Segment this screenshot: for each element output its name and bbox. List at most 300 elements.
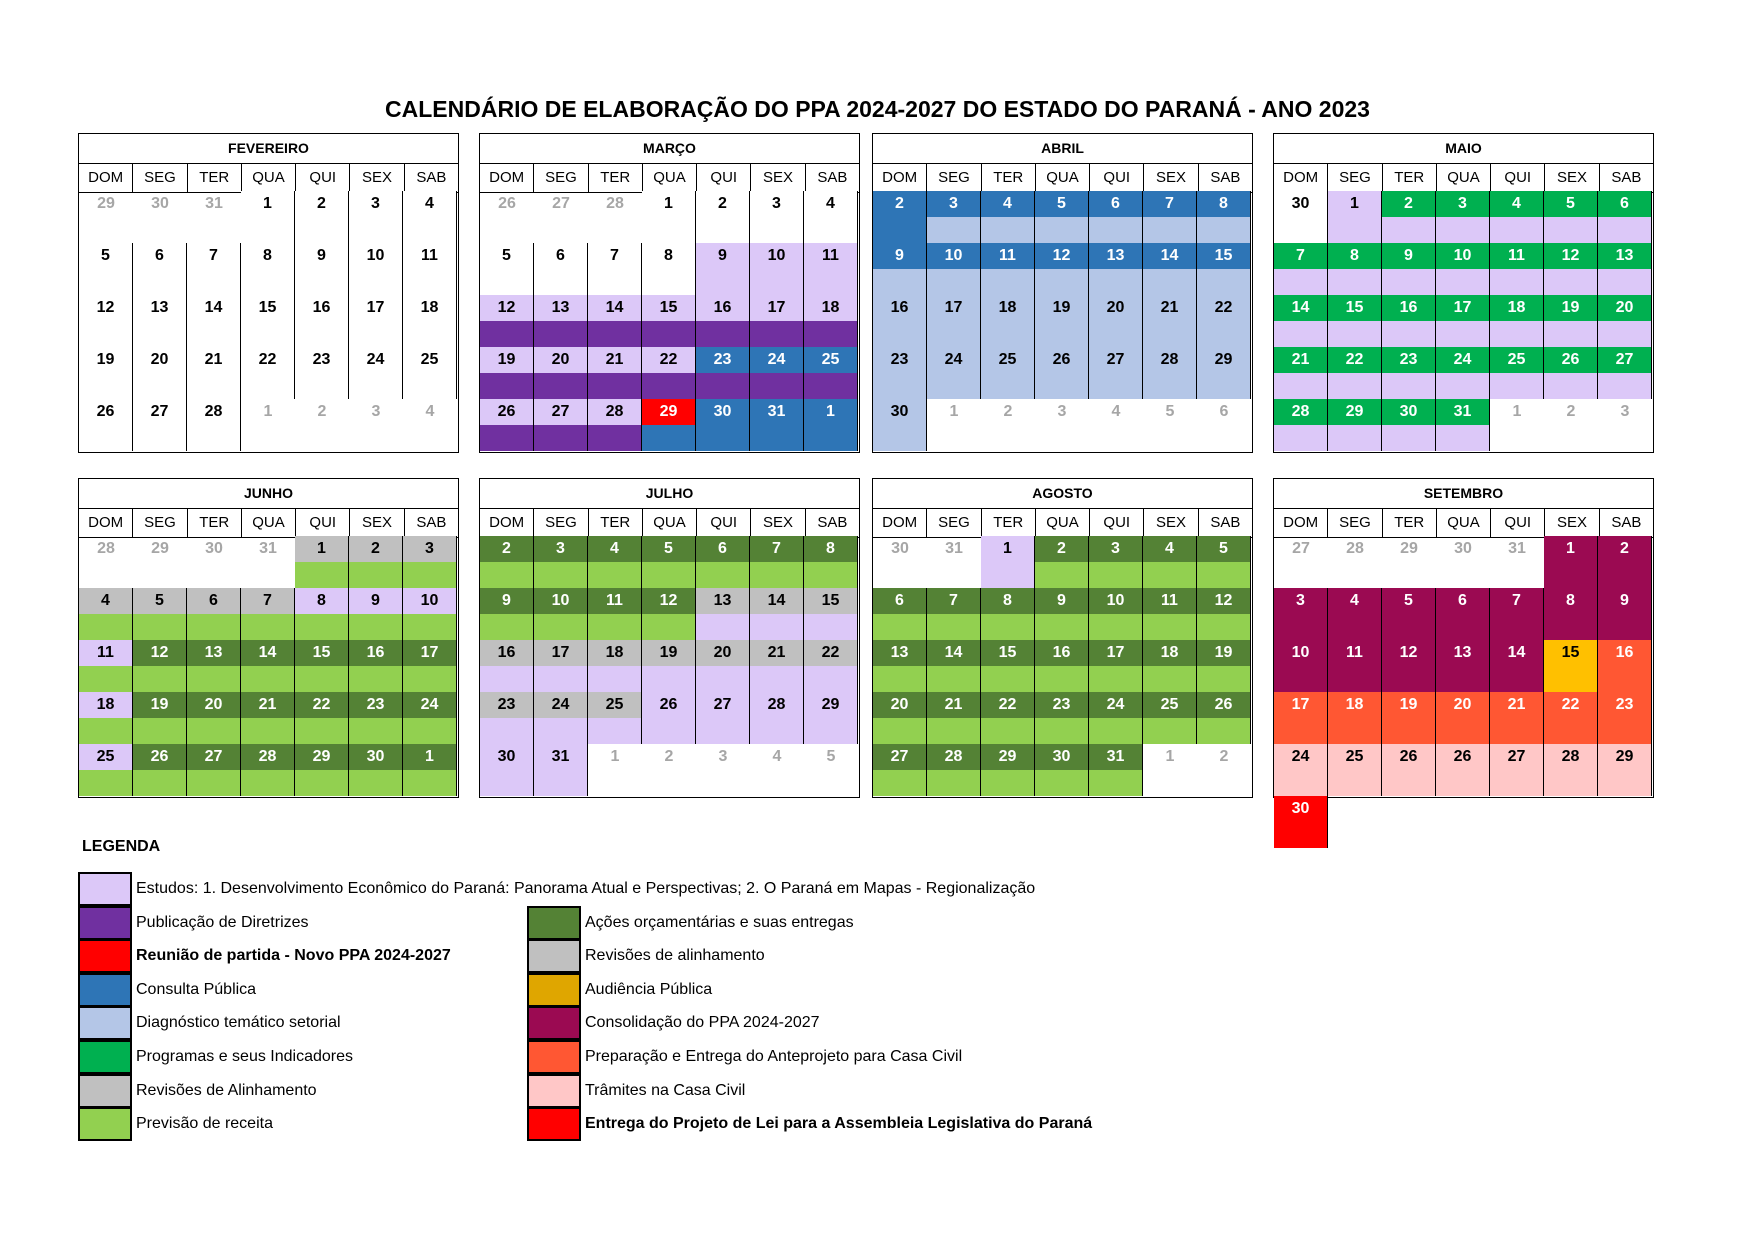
day-activity-band bbox=[804, 217, 857, 243]
day-cell bbox=[873, 295, 927, 347]
day-activity-band bbox=[133, 269, 186, 295]
day-activity-band bbox=[981, 666, 1034, 692]
day-activity-band bbox=[1598, 373, 1651, 399]
day-cell bbox=[696, 399, 750, 451]
day-activity-band bbox=[873, 718, 926, 744]
day-cell bbox=[696, 744, 750, 796]
day-cell bbox=[873, 243, 927, 295]
day-cell bbox=[480, 295, 534, 347]
day-activity-band bbox=[133, 321, 186, 347]
day-activity-band bbox=[349, 562, 402, 588]
day-cell bbox=[79, 243, 133, 295]
day-number: 6 bbox=[1436, 588, 1489, 614]
day-activity-band bbox=[1328, 425, 1381, 451]
legend-label: Programas e seus Indicadores bbox=[136, 1048, 353, 1065]
day-activity-band bbox=[1490, 666, 1543, 692]
day-number: 24 bbox=[1274, 744, 1327, 770]
legend-label: Publicação de Diretrizes bbox=[136, 913, 309, 931]
day-cell bbox=[187, 640, 241, 692]
day-cell bbox=[1143, 347, 1197, 399]
day-cell bbox=[804, 536, 858, 588]
day-activity-band bbox=[1328, 269, 1381, 295]
day-number: 7 bbox=[241, 588, 294, 614]
legend-swatch bbox=[527, 973, 581, 1007]
day-number: 23 bbox=[295, 347, 348, 373]
day-cell bbox=[804, 399, 858, 451]
day-cell bbox=[1598, 588, 1652, 640]
day-activity-band bbox=[981, 614, 1034, 640]
day-cell bbox=[1436, 347, 1490, 399]
day-activity-band bbox=[1382, 373, 1435, 399]
day-cell bbox=[642, 692, 696, 744]
legend-label: Diagnóstico temático setorial bbox=[136, 1014, 341, 1032]
day-number: 19 bbox=[79, 347, 132, 373]
day-cell bbox=[480, 588, 534, 640]
day-cell bbox=[295, 399, 349, 451]
day-cell bbox=[403, 347, 457, 399]
day-number: 25 bbox=[79, 744, 132, 770]
day-number: 10 bbox=[349, 243, 402, 269]
day-number: 2 bbox=[664, 748, 674, 765]
day-activity-band bbox=[927, 269, 980, 295]
day-number: 27 bbox=[534, 399, 587, 425]
day-cell bbox=[1328, 692, 1382, 744]
month-name: ABRIL bbox=[873, 134, 1252, 164]
day-activity-band bbox=[1328, 321, 1381, 347]
day-number: 25 bbox=[403, 347, 456, 373]
day-number: 17 bbox=[1089, 640, 1142, 666]
day-cell bbox=[642, 347, 696, 399]
day-number: 31 bbox=[1089, 744, 1142, 770]
day-cell bbox=[642, 243, 696, 295]
weekday-label: TER bbox=[982, 164, 1036, 192]
day-number: 20 bbox=[133, 347, 186, 373]
day-activity-band bbox=[588, 770, 642, 796]
day-activity-band bbox=[1143, 425, 1197, 451]
day-number: 12 bbox=[79, 295, 132, 321]
day-number: 30 bbox=[696, 399, 749, 425]
day-cell bbox=[133, 692, 187, 744]
day-number: 2 bbox=[696, 191, 749, 217]
day-activity-band bbox=[873, 614, 926, 640]
day-number: 16 bbox=[349, 640, 402, 666]
legend-label: Reunião de partida - Novo PPA 2024-2027 bbox=[136, 947, 451, 965]
day-cell bbox=[1089, 640, 1143, 692]
day-number: 11 bbox=[403, 243, 456, 269]
day-number: 5 bbox=[642, 536, 695, 562]
day-number: 31 bbox=[205, 195, 223, 212]
day-activity-band bbox=[1598, 718, 1651, 744]
day-cell bbox=[696, 692, 750, 744]
weekday-label: SEG bbox=[534, 164, 588, 192]
day-activity-band bbox=[534, 321, 587, 347]
day-cell bbox=[981, 191, 1035, 243]
day-activity-band bbox=[534, 718, 587, 744]
legend-label: Estudos: 1. Desenvolvimento Econômico do Paraná: Panorama Atual e Perspectivas; 2. O Paraná em Mapas - Regionalização bbox=[136, 880, 1036, 897]
weekday-label: DOM bbox=[873, 509, 927, 537]
day-cell bbox=[927, 744, 981, 796]
weekday-label: SEG bbox=[1328, 509, 1382, 537]
day-cell bbox=[187, 243, 241, 295]
day-number: 13 bbox=[873, 640, 926, 666]
day-number: 12 bbox=[480, 295, 533, 321]
day-number: 10 bbox=[1274, 640, 1327, 666]
day-activity-band bbox=[1490, 321, 1543, 347]
day-cell bbox=[403, 640, 457, 692]
day-activity-band bbox=[642, 718, 695, 744]
day-number: 18 bbox=[79, 692, 132, 718]
weekday-label: SEX bbox=[1545, 164, 1599, 192]
day-number: 8 bbox=[642, 243, 695, 269]
day-cell bbox=[187, 536, 241, 588]
day-number: 21 bbox=[588, 347, 641, 373]
day-activity-band bbox=[241, 425, 295, 451]
weekday-label: QUI bbox=[1491, 164, 1545, 192]
day-number: 20 bbox=[534, 347, 587, 373]
day-number: 17 bbox=[927, 295, 980, 321]
day-activity-band bbox=[1089, 373, 1142, 399]
day-activity-band bbox=[750, 562, 803, 588]
day-cell bbox=[403, 243, 457, 295]
day-activity-band bbox=[1089, 562, 1142, 588]
weekday-label: TER bbox=[188, 164, 242, 192]
day-number: 3 bbox=[718, 748, 728, 765]
day-activity-band bbox=[1436, 217, 1489, 243]
day-activity-band bbox=[927, 373, 980, 399]
day-cell bbox=[133, 295, 187, 347]
day-number: 24 bbox=[349, 347, 402, 373]
day-activity-band bbox=[1544, 373, 1597, 399]
day-number: 19 bbox=[1382, 692, 1435, 718]
weekday-label: SAB bbox=[1210, 169, 1241, 186]
page-title: CALENDÁRIO DE ELABORAÇÃO DO PPA 2024-2027 DO ESTADO DO PARANÁ - ANO 2023 bbox=[385, 96, 1370, 122]
day-number: 23 bbox=[1035, 692, 1088, 718]
day-cell bbox=[1544, 692, 1598, 744]
day-number: 8 bbox=[241, 243, 294, 269]
legend-label: Trâmites na Casa Civil bbox=[585, 1081, 746, 1099]
day-activity-band bbox=[588, 321, 641, 347]
day-number: 30 bbox=[151, 195, 169, 212]
weekday-header bbox=[873, 164, 1252, 193]
day-cell bbox=[588, 295, 642, 347]
day-cell bbox=[1490, 640, 1544, 692]
legend-swatch bbox=[78, 1074, 132, 1108]
day-cell bbox=[873, 399, 927, 451]
day-cell bbox=[534, 744, 588, 796]
day-number: 11 bbox=[79, 640, 132, 666]
day-number: 29 bbox=[151, 540, 169, 557]
day-activity-band bbox=[1490, 425, 1544, 451]
day-cell bbox=[534, 588, 588, 640]
day-activity-band bbox=[403, 718, 456, 744]
day-number: 25 bbox=[804, 347, 857, 373]
day-activity-band bbox=[1143, 666, 1196, 692]
day-number: 10 bbox=[1089, 588, 1142, 614]
day-cell bbox=[696, 588, 750, 640]
day-activity-band bbox=[349, 425, 403, 451]
day-number: 26 bbox=[480, 399, 533, 425]
day-cell bbox=[696, 191, 750, 243]
day-activity-band bbox=[133, 666, 186, 692]
day-activity-band bbox=[295, 614, 348, 640]
day-number: 1 bbox=[1512, 403, 1522, 420]
day-activity-band bbox=[642, 321, 695, 347]
day-activity-band bbox=[696, 425, 749, 451]
day-cell bbox=[79, 191, 133, 243]
day-activity-band bbox=[1197, 425, 1251, 451]
day-number: 31 bbox=[750, 399, 803, 425]
day-number: 12 bbox=[1382, 640, 1435, 666]
day-number: 6 bbox=[696, 536, 749, 562]
day-activity-band bbox=[1197, 562, 1250, 588]
day-number: 27 bbox=[1490, 744, 1543, 770]
day-activity-band bbox=[1197, 321, 1250, 347]
day-activity-band bbox=[1328, 562, 1382, 588]
day-cell bbox=[873, 744, 927, 796]
weekday-header bbox=[480, 164, 859, 193]
weekday-label: SEX bbox=[350, 164, 404, 192]
day-cell bbox=[133, 243, 187, 295]
day-cell bbox=[1035, 640, 1089, 692]
day-activity-band bbox=[1274, 562, 1328, 588]
day-number: 18 bbox=[804, 295, 857, 321]
day-activity-band bbox=[804, 425, 857, 451]
day-cell bbox=[1197, 588, 1251, 640]
day-number: 15 bbox=[1328, 295, 1381, 321]
day-number: 11 bbox=[588, 588, 641, 614]
weekday-label: SEG bbox=[1328, 164, 1382, 192]
day-number: 29 bbox=[295, 744, 348, 770]
day-number: 13 bbox=[133, 295, 186, 321]
day-number: 27 bbox=[873, 744, 926, 770]
day-cell bbox=[403, 744, 457, 796]
day-cell bbox=[534, 295, 588, 347]
weekday-label: SEG bbox=[927, 164, 981, 192]
day-number: 18 bbox=[1143, 640, 1196, 666]
day-cell bbox=[295, 243, 349, 295]
day-activity-band bbox=[187, 718, 240, 744]
day-number: 22 bbox=[295, 692, 348, 718]
day-cell bbox=[187, 191, 241, 243]
day-activity-band bbox=[79, 614, 132, 640]
day-number: 28 bbox=[588, 399, 641, 425]
day-number: 16 bbox=[873, 295, 926, 321]
day-activity-band bbox=[1089, 269, 1142, 295]
weekday-label: TER bbox=[1383, 509, 1437, 537]
day-number: 2 bbox=[349, 536, 402, 562]
day-cell bbox=[1035, 191, 1089, 243]
legend-swatch bbox=[527, 1107, 581, 1141]
legend-label: Audiência Pública bbox=[585, 980, 713, 998]
day-activity-band bbox=[1035, 770, 1088, 796]
day-cell bbox=[1089, 243, 1143, 295]
day-number: 6 bbox=[534, 243, 587, 269]
day-cell bbox=[1544, 744, 1598, 796]
day-cell bbox=[295, 744, 349, 796]
day-number: 16 bbox=[1382, 295, 1435, 321]
day-cell bbox=[750, 640, 804, 692]
day-cell bbox=[1382, 243, 1436, 295]
day-activity-band bbox=[1089, 425, 1143, 451]
day-number: 3 bbox=[1089, 536, 1142, 562]
day-number: 7 bbox=[1274, 243, 1327, 269]
day-activity-band bbox=[804, 614, 857, 640]
day-cell bbox=[1328, 536, 1382, 588]
day-number: 20 bbox=[696, 640, 749, 666]
day-cell bbox=[1436, 744, 1490, 796]
day-cell bbox=[1274, 536, 1328, 588]
day-number: 25 bbox=[1143, 692, 1196, 718]
day-cell bbox=[349, 191, 403, 243]
day-activity-band bbox=[1143, 770, 1197, 796]
legend-swatch bbox=[78, 1006, 132, 1040]
weekday-label: QUA bbox=[242, 164, 296, 192]
day-cell bbox=[750, 191, 804, 243]
day-cell bbox=[981, 399, 1035, 451]
weekday-label: SAB bbox=[817, 169, 848, 186]
month-maio bbox=[1273, 133, 1654, 453]
day-activity-band bbox=[1598, 217, 1651, 243]
day-number: 15 bbox=[1197, 243, 1250, 269]
day-activity-band bbox=[1328, 373, 1381, 399]
day-activity-band bbox=[750, 321, 803, 347]
day-cell bbox=[79, 536, 133, 588]
day-cell bbox=[1490, 191, 1544, 243]
day-cell bbox=[1490, 692, 1544, 744]
day-cell bbox=[1436, 191, 1490, 243]
day-number: 23 bbox=[1382, 347, 1435, 373]
day-cell bbox=[1490, 399, 1544, 451]
month-name: AGOSTO bbox=[873, 479, 1252, 509]
day-cell bbox=[981, 640, 1035, 692]
day-cell bbox=[750, 536, 804, 588]
day-activity-band bbox=[133, 425, 186, 451]
weekday-label: SEX bbox=[1144, 164, 1198, 192]
day-cell bbox=[804, 640, 858, 692]
day-cell bbox=[534, 536, 588, 588]
day-cell bbox=[133, 399, 187, 451]
day-activity-band bbox=[241, 373, 294, 399]
day-cell bbox=[534, 692, 588, 744]
day-number: 14 bbox=[1274, 295, 1327, 321]
day-number: 23 bbox=[1598, 692, 1651, 718]
day-activity-band bbox=[696, 373, 749, 399]
weekday-label: QUI bbox=[1491, 509, 1545, 537]
day-cell bbox=[480, 191, 534, 243]
day-number: 30 bbox=[1274, 191, 1327, 217]
day-activity-band bbox=[349, 666, 402, 692]
day-number: 14 bbox=[750, 588, 803, 614]
day-number: 31 bbox=[534, 744, 587, 770]
day-number: 15 bbox=[1544, 640, 1597, 666]
day-cell bbox=[642, 588, 696, 640]
weekday-label: SAB bbox=[1611, 514, 1642, 531]
day-cell bbox=[1035, 347, 1089, 399]
day-number: 11 bbox=[1143, 588, 1196, 614]
day-number: 29 bbox=[1197, 347, 1250, 373]
weekday-label: DOM bbox=[1274, 164, 1328, 192]
day-number: 12 bbox=[133, 640, 186, 666]
weekday-label: SAB bbox=[1210, 514, 1241, 531]
day-number: 10 bbox=[403, 588, 456, 614]
day-number: 15 bbox=[804, 588, 857, 614]
day-cell bbox=[1382, 347, 1436, 399]
day-number: 7 bbox=[1143, 191, 1196, 217]
day-number: 22 bbox=[642, 347, 695, 373]
day-cell bbox=[1274, 243, 1328, 295]
day-activity-band bbox=[1274, 425, 1327, 451]
day-cell bbox=[1089, 399, 1143, 451]
day-cell bbox=[1598, 191, 1652, 243]
day-activity-band bbox=[241, 614, 294, 640]
day-number: 3 bbox=[534, 536, 587, 562]
day-number: 6 bbox=[1089, 191, 1142, 217]
day-cell bbox=[295, 536, 349, 588]
day-cell bbox=[241, 295, 295, 347]
day-cell bbox=[1197, 295, 1251, 347]
day-cell bbox=[349, 347, 403, 399]
day-activity-band bbox=[295, 321, 348, 347]
day-number: 14 bbox=[927, 640, 980, 666]
day-number: 21 bbox=[1274, 347, 1327, 373]
day-activity-band bbox=[873, 666, 926, 692]
day-cell bbox=[1544, 536, 1598, 588]
day-activity-band bbox=[981, 770, 1034, 796]
day-number: 8 bbox=[981, 588, 1034, 614]
day-cell bbox=[1197, 692, 1251, 744]
day-cell bbox=[981, 588, 1035, 640]
weekday-label: SEG bbox=[534, 509, 588, 537]
day-number: 21 bbox=[927, 692, 980, 718]
day-cell bbox=[1598, 243, 1652, 295]
day-cell bbox=[1328, 588, 1382, 640]
day-cell bbox=[696, 243, 750, 295]
day-number: 18 bbox=[403, 295, 456, 321]
day-activity-band bbox=[133, 770, 186, 796]
day-activity-band bbox=[1382, 321, 1435, 347]
day-cell bbox=[642, 399, 696, 451]
day-number: 30 bbox=[480, 744, 533, 770]
day-number: 2 bbox=[1003, 403, 1013, 420]
day-activity-band bbox=[187, 770, 240, 796]
day-activity-band bbox=[750, 425, 803, 451]
day-cell bbox=[349, 243, 403, 295]
day-number: 16 bbox=[696, 295, 749, 321]
day-number: 3 bbox=[927, 191, 980, 217]
day-number: 15 bbox=[642, 295, 695, 321]
day-cell bbox=[1089, 692, 1143, 744]
weekday-label: QUI bbox=[1090, 164, 1144, 192]
day-activity-band bbox=[927, 321, 980, 347]
day-number: 2 bbox=[480, 536, 533, 562]
day-activity-band bbox=[1143, 373, 1196, 399]
day-number: 29 bbox=[804, 692, 857, 718]
weekday-label: QUI bbox=[697, 509, 751, 537]
day-activity-band bbox=[349, 770, 402, 796]
day-number: 18 bbox=[588, 640, 641, 666]
day-cell bbox=[1436, 295, 1490, 347]
day-activity-band bbox=[750, 269, 803, 295]
day-cell bbox=[804, 744, 858, 796]
day-cell bbox=[1544, 191, 1598, 243]
day-number: 1 bbox=[1544, 536, 1597, 562]
day-activity-band bbox=[187, 269, 240, 295]
day-cell bbox=[534, 347, 588, 399]
day-activity-band bbox=[1382, 718, 1435, 744]
day-cell bbox=[1598, 744, 1652, 796]
weekday-label: DOM bbox=[79, 164, 133, 192]
day-activity-band bbox=[241, 666, 294, 692]
